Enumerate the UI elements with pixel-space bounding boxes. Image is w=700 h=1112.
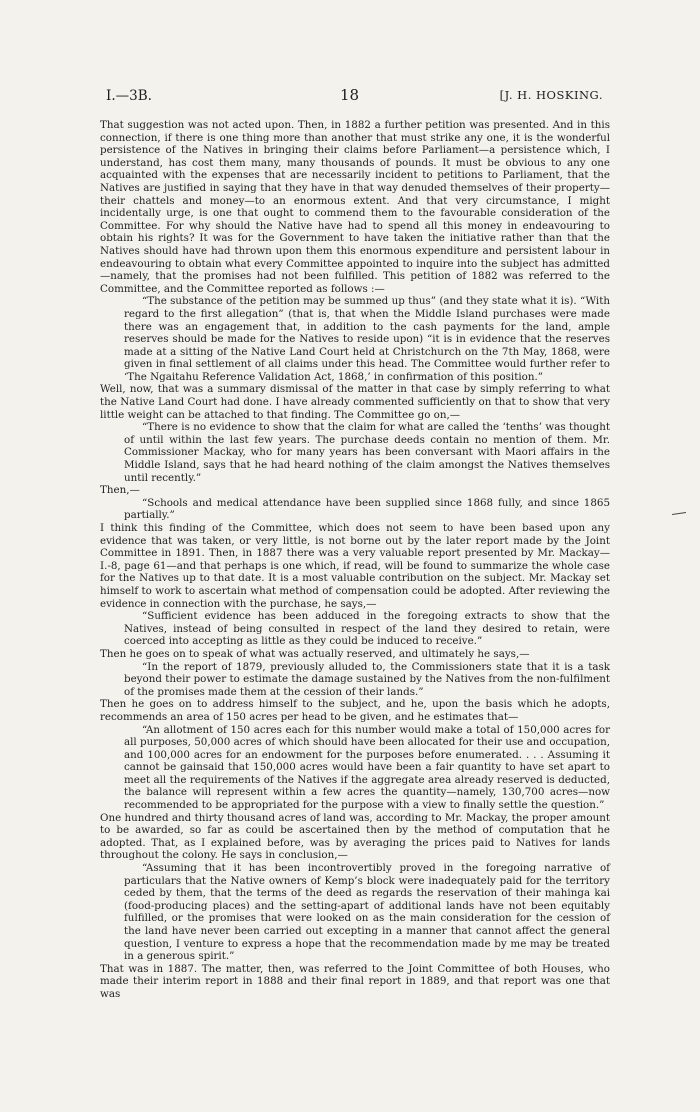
document-reference: I.—3B. [106, 88, 152, 104]
speaker-name: [J. H. HOSKING. [499, 88, 603, 102]
quoted-paragraph: “Sufficient evidence has been adduced in the foregoing extracts to show that the Natives, instead of being consulted in respect of the land they desired to retain, were coerced into accepting as little as they could be induced to receive.” [124, 610, 610, 648]
margin-mark [672, 509, 686, 518]
quoted-paragraph: “Schools and medical attendance have been supplied since 1868 fully, and since 1865 partially.” [124, 496, 610, 522]
paragraph: Then he goes on to address himself to the subject, and he, upon the basis which he adopts, recommends an area of 150 acres per head to be given, and he estimates that— [100, 698, 610, 723]
paragraph: Then he goes on to speak of what was actually reserved, and ultimately he says,— [100, 647, 530, 660]
paragraph: One hundred and thirty thousand acres of land was, according to Mr. Mackay, the proper amount to be awarded, so far as could be ascertained then by the method of computation that he adopted. That, as I explained before, was by averaging the prices paid to Natives for lands throughout the colony. He says in conclusion,— [100, 811, 610, 862]
quoted-paragraph: “The substance of the petition may be summed up thus” (and they state what it is). “With regard to the first allegation” (that is, that when the Middle Island purchases were made there was an engagement that, in addition to the cash payments for the land, ample reserves should be made for the Natives to reside upon) “it is in evidence that the reserves made at a sitting of the Native Land Court held at Christchurch on the 7th May, 1868, were given in final settlement of all claims under this head. The Committee would further refer to ‘The Ngaitahu Reference Validation Act, 1868,’ in confirmation of this position.” [124, 295, 610, 383]
quoted-paragraph: “An allotment of 150 acres each for this number would make a total of 150,000 acres for all purposes, 50,000 acres of which should have been allocated for their use and occupation, and 100,000 acres for an endowment for the purposes before enumerated. . . . Assuming it cannot be gainsaid that 150,000 acres would have been a fair quantity to have set apart to meet all the requirements of the Natives if the aggregate area already reserved is deducted, the balance will represent within a few acres the quantity—namely, 130,700 acres—now recommended to be appropriated for the purpose with a view to finally settle the question.” [124, 723, 610, 812]
body-text [100, 119, 610, 1001]
quoted-paragraph: “There is no evidence to show that the claim for what are called the ‘tenths’ was thought of until within the last few years. The purchase deeds contain no mention of them. Mr. Commissioner Mackay, who for many years has been conversant with Maori affairs in the Middle Island, says that he had heard nothing of the claim amongst the Natives themselves until recently.” [124, 421, 610, 484]
paragraph: I think this finding of the Committee, which does not seem to have been based upon any evidence that was taken, or very little, is not borne out by the later report made by the Joint Committee in 1891. Then, in 1887 there was a very valuable report presented by Mr. Mackay—I.-8, page 61—and that perhaps is one which, if read, will be found to summarize the whole case for the Natives up to that date. It is a most valuable contribution on the subject. Mr. Mackay set himself to work to ascertain what method of compensation could be adopted. After reviewing the evidence in connection with the purchase, he says,— [100, 522, 610, 610]
paragraph: Then,— [100, 484, 140, 497]
quoted-paragraph: “Assuming that it has been incontrovertibly proved in the foregoing narrative of particulars that the Native owners of Kemp’s block were inadequately paid for the territory ceded by them, that the terms of the deed as regards the reservation of their mahinga kai (food-producing places) and the setting-apart of additional lands have not been equitably fulfilled, or the promises that were looked on as the main consideration for the cession of the land have never been carried out excepting in a manner that cannot affect the general question, I venture to express a hope that the recommendation made by me may be treated in a generous spirit.” [124, 862, 610, 963]
page-header [106, 86, 603, 106]
paragraph: That suggestion was not acted upon. Then, in 1882 a further petition was presented. And in this connection, if there is one thing more than another that must strike any one, it is the wonderful persistence of the Natives in bringing their claims before Parliament—a persistence which, I understand, has cost them many, many thousands of pounds. It must be obvious to any one acquainted with the expenses that are necessarily incident to petitions to Parliament, that the Natives are justified in saying that they have in that way denuded themselves of their property—their chattels and money—to an enormous extent. And that very circumstance, I might incidentally urge, is one that ought to commend them to the favourable consideration of the Committee. For why should the Native have had to spend all this money in endeavouring to obtain his rights? It was for the Government to have taken the initiative rather than that the Natives should have had thrown upon them this enormous expenditure and persistent labour in endeavouring to obtain what every Committee appointed to inquire into the subject has admitted—namely, that the promises had not been fulfilled. This petition of 1882 was referred to the Committee, and the Committee reported as follows :— [100, 119, 610, 295]
page-number: 18 [340, 86, 360, 104]
paragraph: That was in 1887. The matter, then, was referred to the Joint Committee of both Houses, who made their interim report in 1888 and their final report in 1889, and that report was one that was [100, 962, 610, 1000]
quoted-paragraph: “In the report of 1879, previously alluded to, the Commissioners state that it is a task beyond their power to estimate the damage sustained by the Natives from the non-fulfilment of the promises made them at the cession of their lands.” [124, 660, 610, 698]
paragraph: Well, now, that was a summary dismissal of the matter in that case by simply referring to what the Native Land Court had done. I have already commented sufficiently on that to show that very little weight can be attached to that finding. The Committee go on,— [100, 383, 610, 421]
